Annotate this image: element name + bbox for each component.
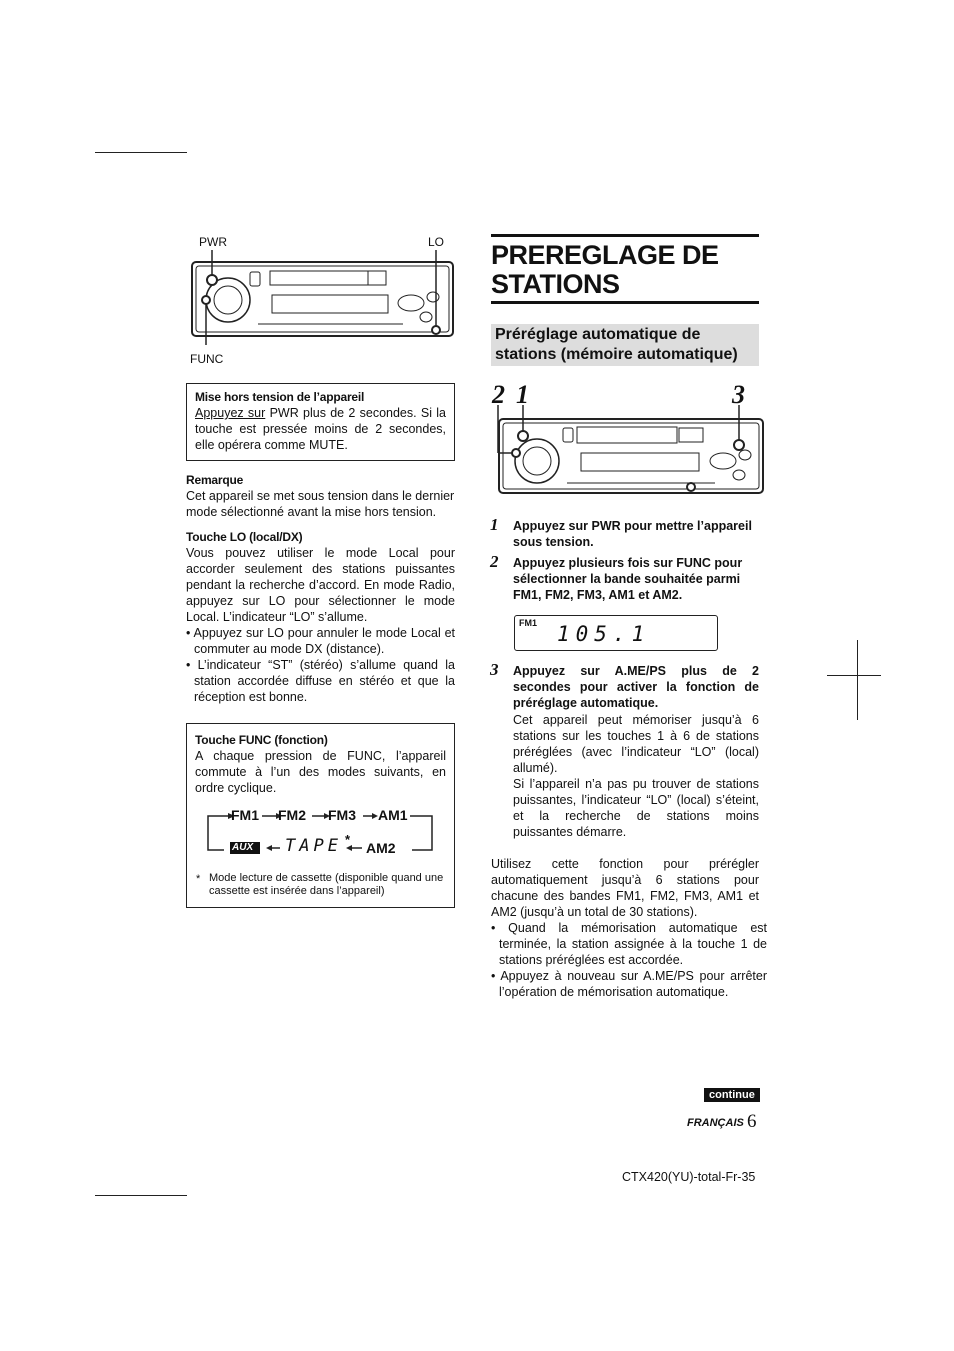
func-text: A chaque pression de FUNC, l’appareil commute à l’un des modes suivants, en ordre cyclique. — [195, 749, 446, 795]
section-subtitle: Préréglage automatique de stations (mémoire automatique) — [491, 324, 759, 366]
lo-heading: Touche LO (local/DX) — [186, 530, 303, 544]
func-label: FUNC — [190, 352, 224, 366]
func-note: Mode lecture de cassette (disponible quand une cassette est insérée dans l’appareil) — [209, 872, 444, 897]
crop-mark-top — [95, 152, 187, 153]
page-number: 6 — [747, 1111, 757, 1132]
title-rule-bottom — [491, 301, 759, 304]
seq-tape: TAPE — [285, 836, 342, 856]
remarque-heading: Remarque — [186, 473, 244, 487]
step-3-body-1: Cet appareil peut mémoriser jusqu’à 6 stations sur les touches 1 à 6 de stations préréglées (avec l’indicateur “LO” (local) allumé). — [513, 713, 759, 775]
power-off-body: PWR plus de 2 secondes. Si la touche est pressée moins de 2 secondes, elle opérera comme MUTE. — [195, 406, 447, 452]
auto-preset-bullet-1: • Quand la mémorisation automatique est terminée, la station assignée à la touche 1 de stations préréglées est accordée. — [491, 921, 767, 967]
document-code: CTX420(YU)-total-Fr-35 — [622, 1170, 756, 1184]
seq-am2: AM2 — [366, 840, 396, 856]
crop-mark-bottom — [95, 1195, 187, 1196]
step-1-text: Appuyez sur PWR pour mettre l’appareil sous tension. — [513, 519, 752, 549]
language-label: FRANÇAIS — [687, 1117, 744, 1129]
step-2-number: 2 — [490, 552, 499, 571]
remarque-text: Cet appareil se met sous tension dans le dernier mode sélectionné avant la mise hors tension. — [186, 489, 455, 519]
power-off-underlined: Appuyez sur — [195, 406, 266, 420]
step-3-body-2: Si l’appareil n’a pas pu trouver de stations puissantes, l’indicateur “LO” (local) s’éteint, et la recherche de stations moins puissantes démarre. — [513, 777, 759, 839]
func-heading: Touche FUNC (fonction) — [195, 733, 328, 747]
remarque-section — [186, 472, 455, 520]
lo-bullet-2: • L’indicateur “ST” (stéréo) s’allume quand la station accordée diffuse en stéréo et que la réception est bonne. — [186, 658, 455, 704]
power-off-heading: Mise hors tension de l’appareil — [195, 390, 365, 404]
lo-bullet-1: • Appuyez sur LO pour annuler le mode Local et commuter au mode DX (distance). — [186, 626, 455, 656]
lcd-frequency: 105.1 — [557, 622, 651, 646]
car-stereo-illustration-left — [188, 250, 458, 345]
crop-mark-right-h — [827, 675, 881, 676]
lo-label: LO — [428, 235, 445, 249]
func-note-mark: * — [196, 873, 201, 885]
title-rule-top — [491, 234, 759, 237]
car-stereo-illustration-right — [495, 405, 767, 497]
seq-tape-star: * — [345, 832, 351, 847]
step-2-text: Appuyez plusieurs fois sur FUNC pour sélectionner la bande souhaitée parmi FM1, FM2, FM3, AM1 et AM2. — [513, 556, 743, 602]
fig-number-1: 1 — [516, 380, 529, 409]
lo-text: Vous pouvez utiliser le mode Local pour accorder seulement des stations puissantes pendant la recherche d’accord. En mode Radio, appuyez sur LO pour sélectionner le mode Local. L’indicateur “LO” s’allume. — [186, 546, 455, 624]
seq-fm3: FM3 — [328, 807, 356, 823]
auto-preset-bullet-2: • Appuyez à nouveau sur A.ME/PS pour arrêter l’opération de mémorisation automatique. — [491, 969, 767, 999]
page-title: PREREGLAGE DE STATIONS — [491, 240, 719, 299]
seq-am1: AM1 — [378, 807, 408, 823]
power-off-box — [186, 383, 455, 461]
step-1-number: 1 — [490, 515, 499, 534]
seq-aux-badge: AUX — [232, 842, 254, 853]
step-3-number: 3 — [490, 660, 499, 679]
fig-number-2: 2 — [492, 380, 505, 409]
step-3-text: Appuyez sur A.ME/PS plus de 2 secondes pour activer la fonction de préréglage automatique. — [513, 664, 759, 710]
crop-mark-right-v — [857, 640, 858, 720]
lo-section — [186, 529, 455, 705]
auto-preset-paragraph: Utilisez cette fonction pour prérégler automatiquement jusqu’à 6 stations pour chacune des bandes FM1, FM2, FM3, AM1 et AM2 (jusqu’à un total de 30 stations). — [491, 857, 759, 919]
pwr-label: PWR — [199, 235, 227, 249]
lcd-band: FM1 — [519, 618, 537, 628]
seq-fm2: FM2 — [278, 807, 306, 823]
power-off-text — [195, 405, 446, 453]
continue-badge: continue — [704, 1088, 760, 1102]
lcd-display — [514, 615, 718, 651]
fig-number-3: 3 — [732, 380, 745, 409]
seq-fm1: FM1 — [231, 807, 259, 823]
